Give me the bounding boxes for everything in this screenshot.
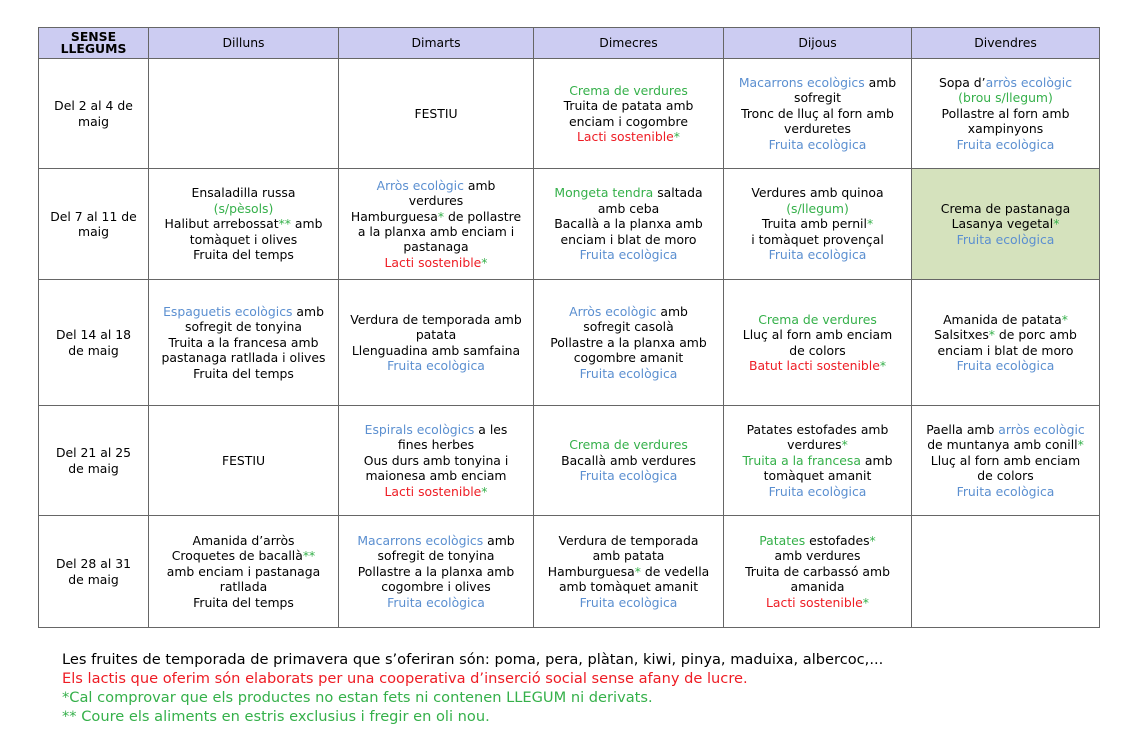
dish-text: a les [474, 421, 508, 437]
dish-line [343, 533, 529, 548]
dish-line [153, 595, 334, 610]
dish-line [538, 564, 719, 579]
menu-cell-wednesday [534, 516, 724, 628]
dish-text: amanida [790, 579, 845, 595]
dish-text: * [866, 216, 874, 232]
dish-text: Espirals ecològics [364, 421, 475, 437]
dish-text: Fruita ecològica [387, 357, 485, 373]
dish-line [153, 185, 334, 200]
menu-cell-thursday [724, 169, 912, 280]
dish-text: Fruita ecològica [956, 136, 1055, 152]
dish-text: * [1061, 311, 1068, 327]
dish-text: enciam i cogombre [569, 113, 688, 129]
dish-text: Pollastre a la planxa amb [550, 334, 707, 350]
menu-cell-wednesday [534, 406, 724, 516]
dish-line [343, 422, 529, 437]
dish-line [343, 178, 529, 193]
dish-text: (brou s/llegum) [958, 90, 1053, 106]
dish-text: Fruita ecològica [956, 231, 1055, 247]
dish-line [343, 343, 529, 358]
dish-text: de colors [789, 342, 846, 358]
notes [62, 650, 883, 726]
dish-text: amb [483, 532, 515, 548]
dish-text: * [988, 327, 995, 343]
dish-line [538, 319, 719, 334]
dish-line [343, 327, 529, 342]
menu-cell-friday [912, 169, 1100, 280]
menu-cell-friday [912, 280, 1100, 406]
week-label-line: Del 21 al 25 [56, 445, 131, 461]
dish-line [153, 335, 334, 350]
dish-line [728, 579, 907, 594]
dish-line [343, 595, 529, 610]
dish-text: verdures [787, 437, 842, 453]
week-label-line: de maig [68, 342, 119, 358]
dish-line [538, 129, 719, 144]
dish-line [916, 343, 1095, 358]
dish-text: Fruita ecològica [579, 594, 678, 610]
dish-text: tomàquet amanit [763, 468, 872, 484]
dish-text: Lluç al forn amb enciam [930, 452, 1081, 468]
dish-text: pastanaga [403, 239, 469, 255]
dish-line [343, 579, 529, 594]
dish-text: de pollastre [444, 208, 522, 224]
dish-line [153, 366, 334, 381]
dish-text: Patates [759, 532, 806, 548]
week-label [39, 169, 149, 280]
dish-text: Crema de verdures [758, 311, 877, 327]
day-header-wednesday: Dimecres [534, 28, 724, 59]
dish-line [343, 239, 529, 254]
dish-text: pastanaga ratllada i olives [161, 350, 326, 366]
menu-cell-friday [912, 516, 1100, 628]
menu-cell-monday [149, 516, 339, 628]
corner-line-1: SENSE [70, 29, 117, 44]
week-label [39, 516, 149, 628]
menu-cell-wednesday [534, 280, 724, 406]
week-label-line: Del 7 al 11 de [50, 208, 137, 224]
dish-text: estofades [805, 532, 870, 548]
dish-text: * [634, 563, 641, 579]
menu-cell-monday [149, 59, 339, 169]
menu-cell-tuesday [339, 406, 534, 516]
dish-line [728, 343, 907, 358]
dish-text: cogombre i olives [381, 579, 491, 595]
dish-text: amb [656, 303, 688, 319]
menu-cell-tuesday [339, 169, 534, 280]
menu-cell-wednesday [534, 169, 724, 280]
day-header-tuesday: Dimarts [339, 28, 534, 59]
dish-line [343, 209, 529, 224]
dish-text: * [1053, 216, 1060, 232]
dish-text: Fruita del temps [193, 594, 294, 610]
dish-line [538, 548, 719, 563]
menu-cell-monday [149, 280, 339, 406]
weekly-menu-table [38, 27, 1100, 628]
week-label-line: Del 14 al 18 [56, 327, 131, 343]
dish-line [343, 106, 529, 121]
dish-text: Crema de verdures [569, 437, 688, 453]
dish-text: Truita a la francesa amb [168, 334, 319, 350]
week-row [39, 280, 1100, 406]
dish-line [728, 533, 907, 548]
day-header-monday: Dilluns [149, 28, 339, 59]
dish-line [728, 247, 907, 262]
dish-text: Lasanya vegetal [951, 216, 1054, 232]
menu-cell-wednesday [534, 59, 724, 169]
dish-text: * [481, 254, 488, 270]
dish-line [728, 232, 907, 247]
dish-line [153, 579, 334, 594]
dish-line [538, 201, 719, 216]
header-row [39, 28, 1100, 59]
dish-text: amb [864, 74, 897, 90]
dish-text: de colors [977, 468, 1034, 484]
dish-text: * [437, 208, 445, 224]
dish-text: Fruita ecològica [768, 247, 867, 263]
dish-line [728, 106, 907, 121]
dish-text: Truita a la francesa [742, 452, 861, 468]
dish-text: amb [292, 303, 324, 319]
dish-line [153, 548, 334, 563]
dish-text: Llenguadina amb samfaina [351, 342, 521, 358]
dish-line [916, 201, 1095, 216]
dish-line [538, 579, 719, 594]
dish-text: amb verdures [774, 548, 861, 564]
menu-cell-thursday [724, 59, 912, 169]
dish-line [728, 422, 907, 437]
dish-text: Fruita ecològica [956, 357, 1055, 373]
dish-text: arròs ecològic [998, 421, 1085, 437]
week-label [39, 280, 149, 406]
dish-line [728, 75, 907, 90]
dish-line [538, 185, 719, 200]
dish-text: Fruita ecològica [579, 468, 678, 484]
dish-line [343, 193, 529, 208]
dish-text: Sopa d’ [938, 74, 986, 90]
dish-text: Ensaladilla russa [191, 185, 296, 201]
dish-line [153, 453, 334, 468]
dish-text: sofregit de tonyina [185, 319, 302, 335]
dish-line [538, 216, 719, 231]
dish-line [916, 232, 1095, 247]
menu-cell-tuesday [339, 280, 534, 406]
dish-line [153, 232, 334, 247]
day-header-thursday: Dijous [724, 28, 912, 59]
dish-text: Hamburguesa [350, 208, 438, 224]
dish-line [728, 595, 907, 610]
dish-line [728, 121, 907, 136]
dish-line [916, 327, 1095, 342]
dish-text: Arròs ecològic [569, 303, 657, 319]
week-row [39, 516, 1100, 628]
dish-text: Lacti sostenible [384, 483, 482, 499]
dish-text: maionesa amb enciam [365, 468, 507, 484]
dish-text: Fruita ecològica [579, 365, 678, 381]
dish-line [538, 247, 719, 262]
menu-cell-tuesday [339, 59, 534, 169]
dish-line [916, 137, 1095, 152]
dish-text: amb [860, 452, 893, 468]
dish-text: amb [463, 177, 496, 193]
note-cooking: ** Coure els aliments en estris exclusius i fregir en oli nou. [62, 708, 490, 725]
dish-line [343, 437, 529, 452]
dish-line [153, 564, 334, 579]
dish-line [343, 224, 529, 239]
note-dairy: Els lactis que oferim són elaborats per una cooperativa d’inserció social sense afany de lucre. [62, 670, 748, 687]
dish-line [916, 216, 1095, 231]
dish-text: i tomàquet provençal [751, 231, 884, 247]
menu-cell-tuesday [339, 516, 534, 628]
dish-text: Mongeta tendra [554, 185, 654, 201]
dish-text: Fruita del temps [193, 365, 294, 381]
dish-line [538, 350, 719, 365]
dish-text: Amanida d’arròs [192, 532, 295, 548]
dish-line [728, 327, 907, 342]
dish-text: de porc amb [994, 327, 1077, 343]
dish-text: ** [278, 216, 291, 232]
dish-text: Crema de verdures [569, 82, 688, 98]
dish-text: de vedella [640, 563, 710, 579]
dish-text: * [862, 594, 869, 610]
menu-cell-thursday [724, 516, 912, 628]
dish-text: Fruita ecològica [579, 247, 678, 263]
dish-line [538, 335, 719, 350]
dish-line [343, 484, 529, 499]
dish-line [916, 484, 1095, 499]
dish-text: Salsitxes [934, 327, 989, 343]
dish-line [153, 201, 334, 216]
dish-text: enciam i blat de moro [560, 231, 697, 247]
dish-text: * [841, 437, 848, 453]
dish-line [916, 453, 1095, 468]
dish-line [153, 533, 334, 548]
dish-text: ** [302, 548, 316, 564]
dish-text: Arròs ecològic [376, 177, 464, 193]
dish-line [728, 201, 907, 216]
dish-text: * [879, 357, 887, 373]
dish-text: Batut lacti sostenible [748, 357, 880, 373]
dish-line [916, 422, 1095, 437]
dish-text: Macarrons ecològics [357, 532, 484, 548]
dish-text: amb enciam i pastanaga [166, 563, 321, 579]
dish-text: fines herbes [397, 437, 475, 453]
dish-text: Ous durs amb tonyina i [363, 452, 509, 468]
dish-text: sofregit de tonyina [377, 548, 495, 564]
day-header-friday: Divendres [912, 28, 1100, 59]
dish-text: tomàquet i olives [189, 231, 298, 247]
dish-line [728, 484, 907, 499]
dish-line [916, 106, 1095, 121]
note-seasonal-fruits: Les fruites de temporada de primavera que s’oferiran són: poma, pera, plàtan, kiwi, pinya, maduixa, albercoc,... [62, 651, 884, 668]
dish-line [538, 98, 719, 113]
dish-line [916, 437, 1095, 452]
week-label-line: maig [78, 113, 109, 129]
dish-line [728, 437, 907, 452]
week-label-line: de maig [68, 460, 119, 476]
dish-line [728, 185, 907, 200]
dish-line [728, 216, 907, 231]
dish-text: Paella amb [926, 421, 999, 437]
dish-text: FESTIU [414, 105, 458, 121]
dish-text: Pollastre a la planxa amb [357, 563, 515, 579]
dish-text: Crema de pastanaga [940, 200, 1071, 216]
dish-line [728, 564, 907, 579]
dish-text: amb ceba [597, 200, 660, 216]
dish-text: Lacti sostenible [384, 254, 482, 270]
dish-line [728, 548, 907, 563]
dish-text: amb [290, 216, 323, 232]
dish-text: * [673, 128, 680, 144]
dish-line [153, 216, 334, 231]
dish-text: Verdura de temporada [558, 532, 699, 548]
dish-line [916, 312, 1095, 327]
dish-text: Fruita del temps [193, 247, 294, 263]
week-label [39, 406, 149, 516]
dish-line [343, 453, 529, 468]
dish-line [728, 90, 907, 105]
menu-cell-friday [912, 406, 1100, 516]
dish-line [916, 90, 1095, 105]
dish-text: Lacti sostenible [766, 594, 863, 610]
dish-line [343, 564, 529, 579]
dish-text: Espaguetis ecològics [163, 303, 293, 319]
dish-text: Croquetes de bacallà [171, 548, 303, 564]
dish-text: Fruita ecològica [768, 483, 867, 499]
dish-text: * [869, 532, 876, 548]
dish-line [538, 83, 719, 98]
dish-line [153, 247, 334, 262]
dish-text: patata [415, 327, 457, 343]
menu-cell-monday [149, 406, 339, 516]
dish-text: Bacallà amb verdures [561, 452, 696, 468]
week-label-line: de maig [68, 571, 119, 587]
week-row [39, 406, 1100, 516]
dish-text: verduretes [784, 121, 851, 137]
dish-line [916, 468, 1095, 483]
dish-line [538, 437, 719, 452]
dish-line [153, 304, 334, 319]
dish-text: ratllada [219, 579, 268, 595]
dish-text: Tronc de lluç al forn amb [741, 105, 894, 121]
dish-line [916, 75, 1095, 90]
dish-text: Halibut arrebossat [164, 216, 279, 232]
dish-line [728, 358, 907, 373]
dish-text: Lluç al forn amb enciam [742, 327, 893, 343]
dish-text: sofregit [793, 90, 841, 106]
dish-text: FESTIU [221, 452, 266, 468]
dish-text: xampinyons [967, 121, 1044, 137]
dish-line [538, 453, 719, 468]
dish-line [916, 121, 1095, 136]
menu-cell-thursday [724, 406, 912, 516]
dish-text: de muntanya amb conill [927, 437, 1078, 453]
dish-text: Truita de carbassó amb [745, 563, 890, 579]
dish-line [728, 468, 907, 483]
dish-line [538, 232, 719, 247]
dish-text: Verdura de temporada amb [350, 311, 522, 327]
dish-text: saltada [653, 185, 703, 201]
dish-line [538, 595, 719, 610]
dish-text: verdures [408, 193, 464, 209]
dish-text: Pollastre al forn amb [941, 105, 1070, 121]
menu-cell-friday [912, 59, 1100, 169]
dish-line [343, 255, 529, 270]
dish-line [343, 358, 529, 373]
dish-text: Truita de patata amb [563, 98, 694, 114]
dish-line [728, 312, 907, 327]
dish-line [728, 453, 907, 468]
dish-text: Bacallà a la planxa amb [554, 216, 703, 232]
week-label [39, 59, 149, 169]
week-label-line: Del 2 al 4 de [54, 98, 133, 114]
dish-text: Patates estofades amb [746, 421, 889, 437]
dish-text: arròs ecològic [985, 74, 1073, 90]
dish-line [343, 548, 529, 563]
dish-line [343, 312, 529, 327]
dish-text: Hamburguesa [547, 563, 635, 579]
dish-text: (s/llegum) [786, 200, 849, 216]
corner-header [39, 28, 149, 59]
week-row [39, 169, 1100, 280]
dish-text: Truita amb pernil [761, 216, 867, 232]
dish-text: Fruita ecològica [387, 594, 485, 610]
corner-line-2: LLEGUMS [60, 41, 127, 56]
dish-text: amb tomàquet amanit [558, 579, 699, 595]
dish-line [153, 350, 334, 365]
dish-line [916, 358, 1095, 373]
dish-line [728, 137, 907, 152]
dish-text: Amanida de patata [943, 311, 1062, 327]
dish-text: sofregit casolà [583, 319, 674, 335]
dish-line [343, 468, 529, 483]
dish-text: enciam i blat de moro [937, 342, 1074, 358]
dish-line [538, 304, 719, 319]
menu-cell-thursday [724, 280, 912, 406]
week-row [39, 59, 1100, 169]
dish-line [153, 319, 334, 334]
dish-text: Fruita ecològica [956, 483, 1055, 499]
dish-text: * [1077, 437, 1084, 453]
week-label-line: Del 28 al 31 [56, 556, 131, 572]
dish-text: amb patata [592, 548, 665, 564]
dish-line [538, 468, 719, 483]
dish-line [538, 114, 719, 129]
menu-cell-monday [149, 169, 339, 280]
dish-text: cogombre amanit [573, 350, 684, 366]
note-legume-check: *Cal comprovar que els productes no estan fets ni contenen LLEGUM ni derivats. [62, 689, 653, 706]
dish-text: Lacti sostenible [577, 128, 674, 144]
dish-line [538, 366, 719, 381]
dish-text: Fruita ecològica [768, 136, 867, 152]
dish-text: * [481, 483, 488, 499]
week-label-line: maig [78, 224, 109, 239]
dish-text: (s/pèsols) [213, 200, 274, 216]
dish-text: a la planxa amb enciam i [357, 224, 515, 239]
dish-text: Macarrons ecològics [738, 74, 865, 90]
dish-line [538, 533, 719, 548]
dish-text: Verdures amb quinoa [751, 185, 884, 201]
